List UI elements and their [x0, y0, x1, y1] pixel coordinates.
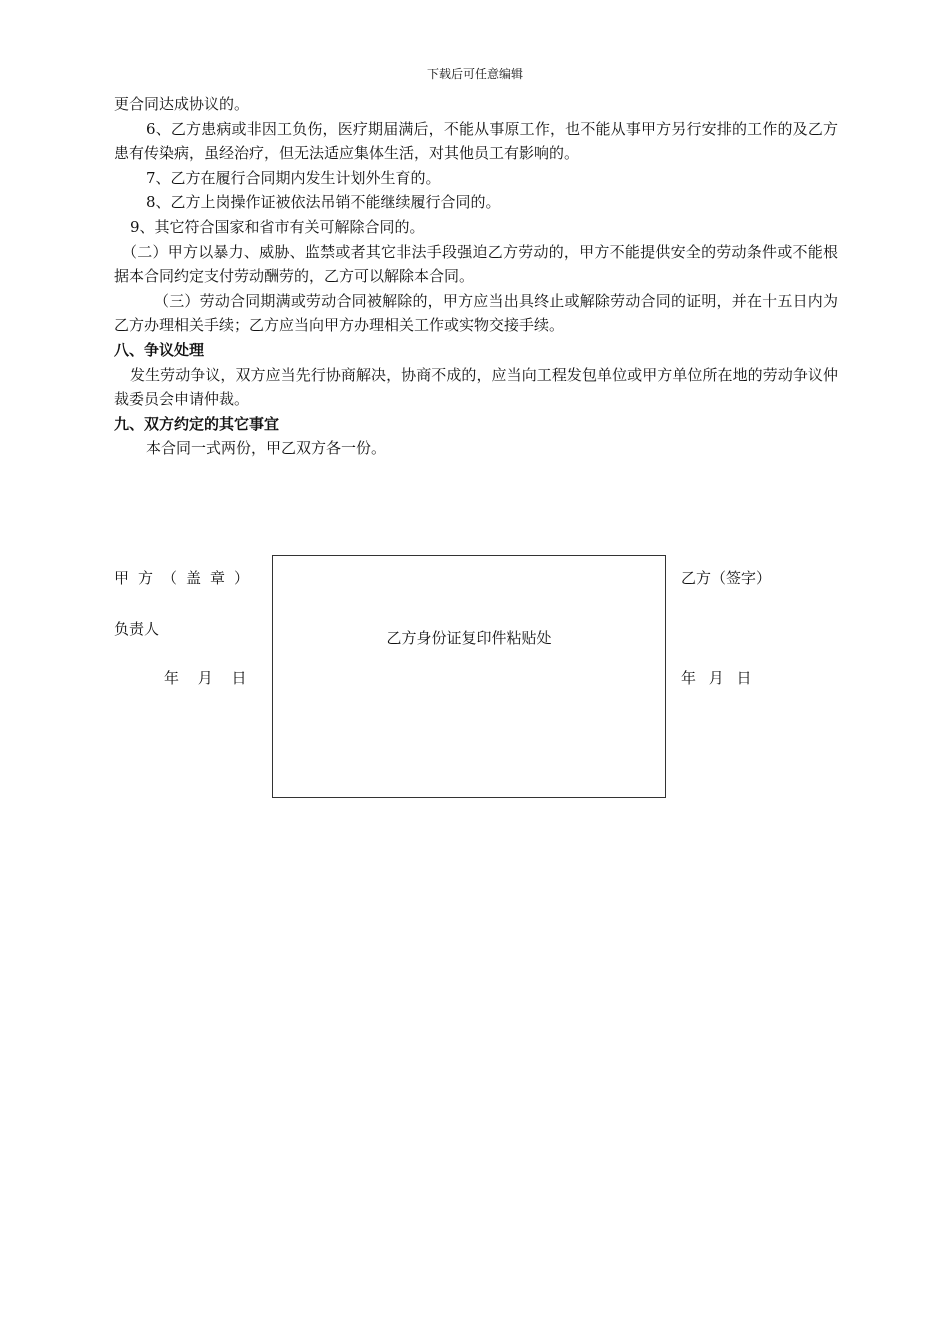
paragraph-dispute: 发生劳动争议，双方应当先行协商解决，协商不成的，应当向工程发包单位或甲方单位所在地的劳动争议仲裁委员会申请仲裁。	[114, 365, 838, 409]
paragraph-copies: 本合同一式两份，甲乙双方各一份。	[146, 439, 387, 458]
id-copy-paste-label: 乙方身份证复印件粘贴处	[386, 629, 552, 647]
id-copy-paste-box	[272, 555, 666, 798]
clause-section-two: （二）甲方以暴力、威胁、监禁或者其它非法手段强迫乙方劳动的，甲方不能提供安全的劳动条件或不能根据本合同约定支付劳动酬劳的，乙方可以解除本合同。	[114, 242, 838, 286]
clause-6: 6、乙方患病或非因工负伤，医疗期届满后，不能从事原工作，也不能从事甲方另行安排的工作的及乙方患有传染病，虽经治疗，但无法适应集体生活，对其他员工有影响的。	[114, 119, 838, 163]
heading-dispute: 八、争议处理	[114, 340, 205, 359]
page-header: 下载后可任意编辑	[426, 67, 523, 81]
responsible-person-label: 负责人	[114, 620, 160, 638]
party-b-signature-label: 乙方（签字）	[681, 569, 772, 587]
contract-body	[114, 92, 838, 461]
party-a-seal-label: 甲方（盖章）	[114, 569, 259, 587]
party-a-date-label: 年 月 日	[164, 669, 247, 687]
clause-section-three: （三）劳动合同期满或劳动合同被解除的，甲方应当出具终止或解除劳动合同的证明，并在十五日内为乙方办理相关手续；乙方应当向甲方办理相关工作或实物交接手续。	[114, 291, 838, 335]
party-b-date-label: 年 月 日	[681, 669, 752, 687]
paragraph-continuation: 更合同达成协议的。	[114, 95, 250, 113]
clause-9: 9、其它符合国家和省市有关可解除合同的。	[130, 217, 425, 236]
clause-8: 8、乙方上岗操作证被依法吊销不能继续履行合同的。	[146, 193, 501, 212]
heading-other-matters: 九、双方约定的其它事宜	[114, 414, 280, 433]
clause-7: 7、乙方在履行合同期内发生计划外生育的。	[146, 168, 441, 187]
